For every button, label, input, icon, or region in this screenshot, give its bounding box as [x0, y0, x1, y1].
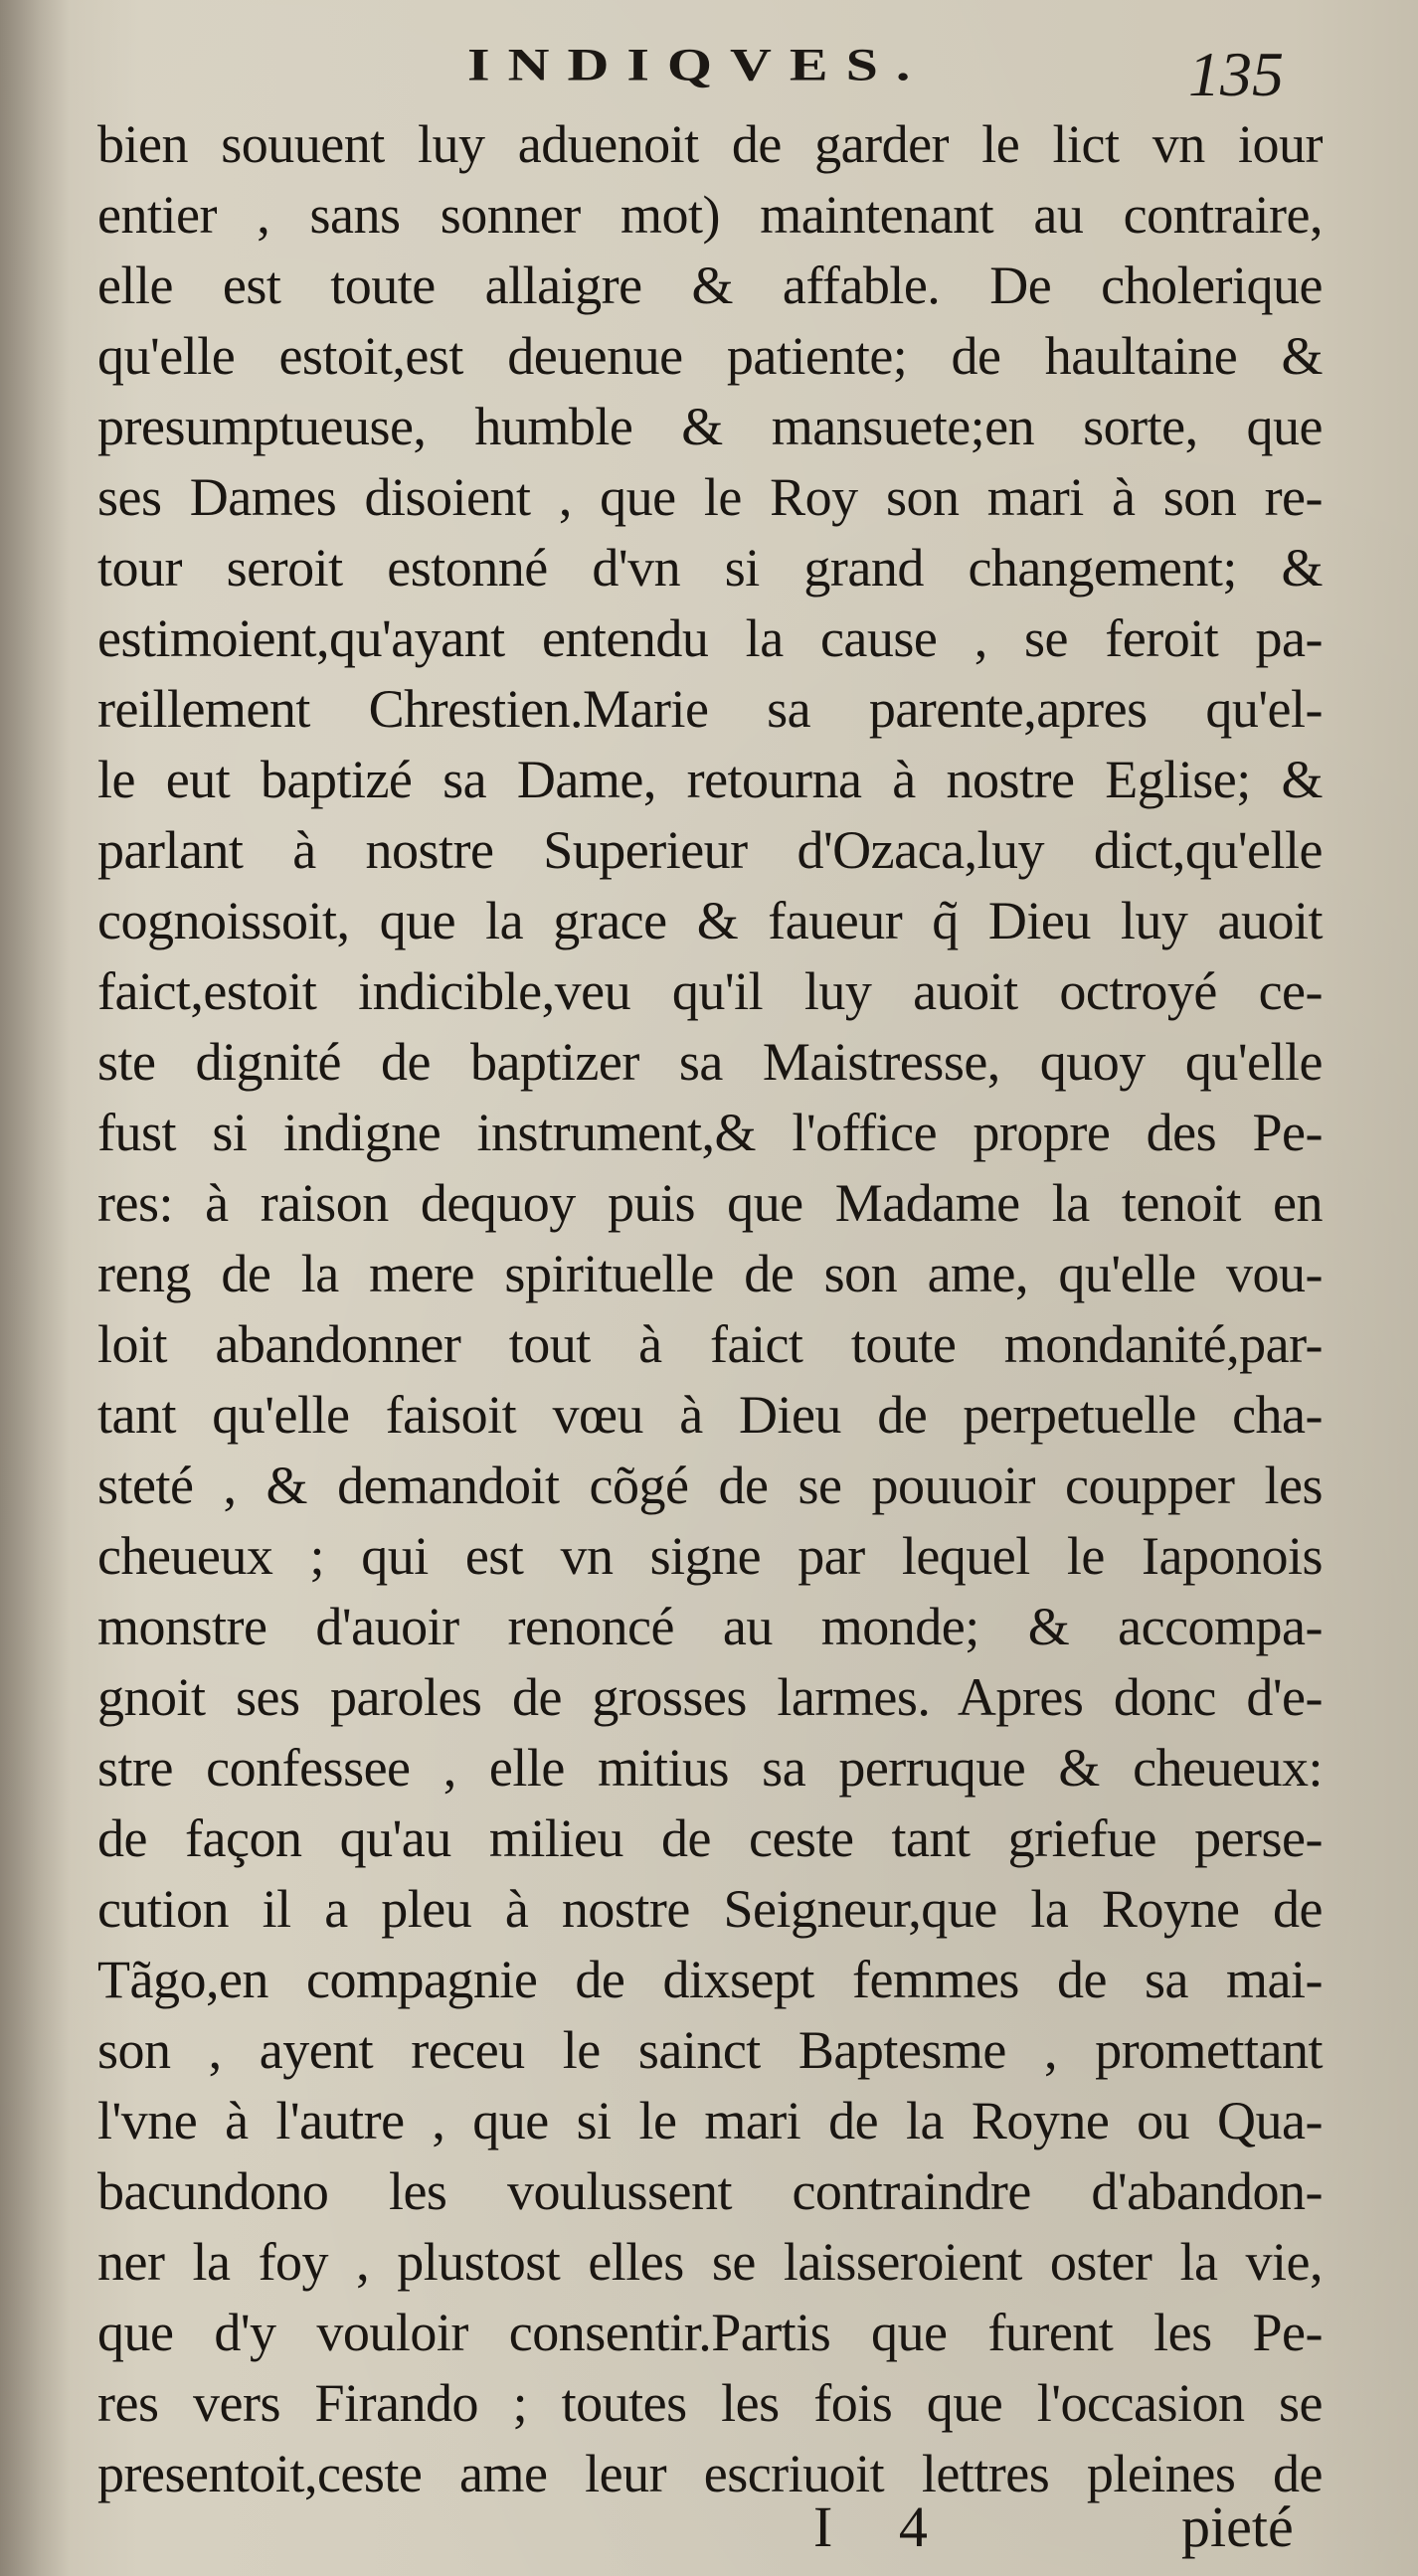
text-line: cution il a pleu à nostre Seigneur,que la Royne de	[97, 1879, 1323, 1939]
text-line: parlant à nostre Superieur d'Ozaca,luy dict,qu'elle	[97, 820, 1323, 880]
text-line: tour seroit estonné d'vn si grand changement; &	[97, 538, 1323, 598]
text-line: l'vne à l'autre , que si le mari de la Royne ou Qua-	[97, 2091, 1323, 2150]
running-title: INDIQVES.	[467, 38, 929, 90]
text-line: ner la foy , plustost elles se laisseroient oster la vie,	[97, 2232, 1323, 2292]
text-line: estimoient,qu'ayant entendu la cause , se feroit pa-	[97, 608, 1323, 668]
text-line: presentoit,ceste ame leur escriuoit lettres pleines de	[97, 2444, 1323, 2503]
text-line: son , ayent receu le sainct Baptesme , promettant	[97, 2020, 1323, 2080]
text-line: fust si indigne instrument,& l'office propre des Pe-	[97, 1103, 1323, 1162]
text-line: reng de la mere spirituelle de son ame, qu'elle vou-	[97, 1244, 1323, 1303]
text-line: gnoit ses paroles de grosses larmes. Apres donc d'e-	[97, 1667, 1323, 1727]
text-line: res vers Firando ; toutes les fois que l'occasion se	[97, 2373, 1323, 2433]
text-line: elle est toute allaigre & affable. De cholerique	[97, 256, 1323, 315]
text-line: Tãgo,en compagnie de dixsept femmes de sa mai-	[97, 1950, 1323, 2009]
page-footer	[0, 2493, 1418, 2563]
binding-gutter-shadow	[0, 0, 70, 2576]
text-line: steté , & demandoit cõgé de se pouuoir coupper les	[97, 1456, 1323, 1515]
text-line: qu'elle estoit,est deuenue patiente; de haultaine &	[97, 326, 1323, 386]
signature-mark: I 4	[813, 2494, 954, 2559]
text-line: res: à raison dequoy puis que Madame la tenoit en	[97, 1173, 1323, 1233]
text-line: faict,estoit indicible,veu qu'il luy auoit octroyé ce-	[97, 961, 1323, 1021]
text-line: ste dignité de baptizer sa Maistresse, quoy qu'elle	[97, 1032, 1323, 1092]
text-line: que d'y vouloir consentir.Partis que furent les Pe-	[97, 2303, 1323, 2362]
text-line: bacundono les voulussent contraindre d'abandon-	[97, 2161, 1323, 2221]
text-line: entier , sans sonner mot) maintenant au contraire,	[97, 185, 1323, 245]
text-line: tant qu'elle faisoit vœu à Dieu de perpetuelle cha-	[97, 1385, 1323, 1445]
text-line: monstre d'auoir renoncé au monde; & accompa-	[97, 1597, 1323, 1656]
page-number: 135	[1188, 39, 1284, 109]
text-line: le eut baptizé sa Dame, retourna à nostre Eglise; &	[97, 750, 1323, 809]
text-line: bien souuent luy aduenoit de garder le lict vn iour	[97, 114, 1323, 174]
body-text	[97, 109, 1323, 2509]
text-line: stre confessee , elle mitius sa perruque & cheueux:	[97, 1738, 1323, 1798]
text-line: de façon qu'au milieu de ceste tant griefue perse-	[97, 1808, 1323, 1868]
page-header	[0, 38, 1418, 117]
text-line: ses Dames disoient , que le Roy son mari à son re-	[97, 467, 1323, 527]
text-line: cognoissoit, que la grace & faueur q̃ Dieu luy auoit	[97, 891, 1323, 950]
text-line: reillement Chrestien.Marie sa parente,apres qu'el-	[97, 679, 1323, 739]
text-line: cheueux ; qui est vn signe par lequel le Iaponois	[97, 1526, 1323, 1586]
catchword: pieté	[1181, 2494, 1294, 2559]
text-line: presumptueuse, humble & mansuete;en sorte, que	[97, 397, 1323, 456]
text-line: loit abandonner tout à faict toute mondanité,par-	[97, 1314, 1323, 1374]
